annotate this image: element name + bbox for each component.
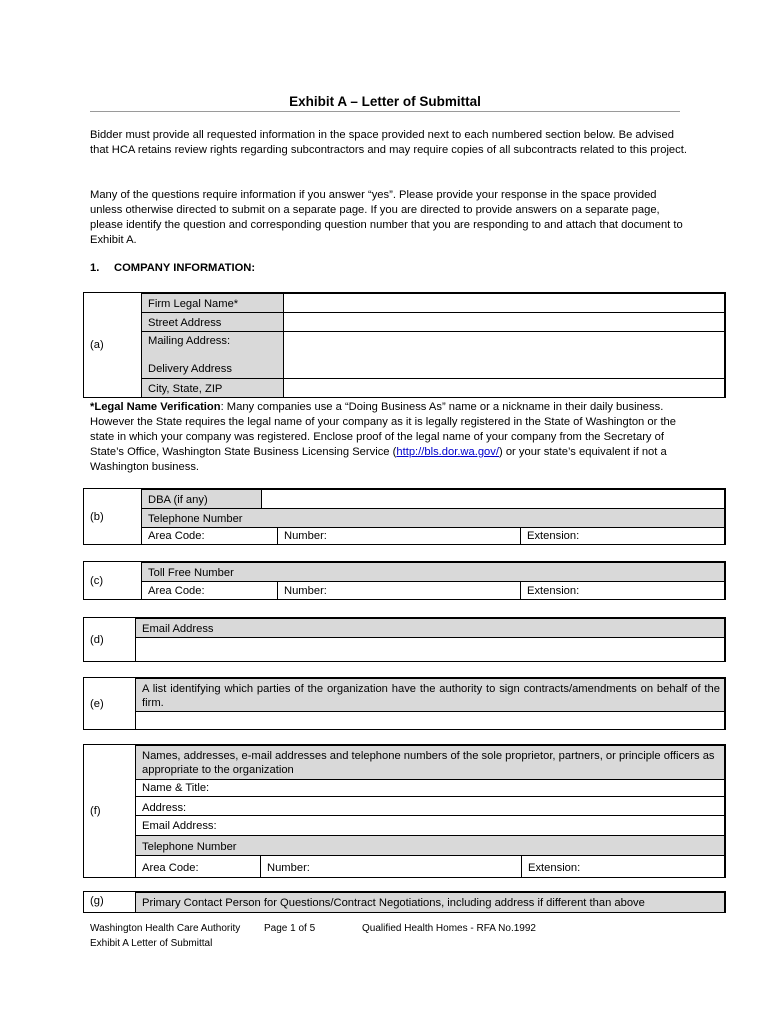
street-address-label: Street Address [141,312,284,332]
footer-exhibit: Exhibit A Letter of Submittal [90,938,213,949]
telephone-label: Telephone Number [141,508,725,528]
section-g-table [83,891,726,913]
firm-legal-name-label: Firm Legal Name* [141,293,284,313]
section-d-table [83,617,726,662]
section-f-letter: (f) [90,805,101,817]
address-field[interactable]: Address: [135,796,725,816]
primary-contact-label: Primary Contact Person for Questions/Contract Negotiations, including address if different than above [135,892,725,913]
delivery-address-label: Delivery Address [148,363,232,375]
mailing-address-label: Mailing Address: [148,335,231,347]
officers-label: Names, addresses, e-mail addresses and telephone numbers of the sole proprietor, partners, or principle officers as appropriate to the organization [135,745,725,780]
street-address-field[interactable] [283,312,725,332]
legal-name-note [90,400,690,475]
section-heading [90,262,255,274]
bls-link[interactable]: http://bls.dor.wa.gov/ [396,446,499,458]
dba-label: DBA (if any) [141,489,262,509]
section-a-letter: (a) [90,339,104,351]
officer-extension-field[interactable]: Extension: [521,855,725,878]
email-address-label: Email Address [135,618,725,638]
extension-field[interactable]: Extension: [520,527,725,545]
section-number: 1. [90,262,100,274]
toll-free-number-field[interactable]: Number: [277,581,521,600]
city-state-zip-label: City, State, ZIP [141,378,284,398]
city-state-zip-field[interactable] [283,378,725,398]
officer-area-code-field[interactable]: Area Code: [135,855,261,878]
signatory-field[interactable] [135,711,725,730]
legal-note-after: ) or your state’s equivalent if not a Washington business. [90,446,667,473]
officer-number-field[interactable]: Number: [260,855,522,878]
intro-paragraph-2: Many of the questions require information if you answer “yes”. Please provide your response in the space provided unless otherwise directed to submit on a separate page. If you are directed to provide answers on a separate page, please identify the question and corresponding question number that you are responding to and attach that document to Exhibit A. [90,189,683,246]
area-code-field[interactable]: Area Code: [141,527,278,545]
number-field[interactable]: Number: [277,527,521,545]
legal-note-bold: *Legal Name Verification [90,401,221,413]
intro-paragraph-1: Bidder must provide all requested information in the space provided next to each numbered section below. Be advised that HCA retains review rights regarding subcontractors and may require copies of all subcontracts related to this project. [90,129,687,156]
section-d-letter: (d) [90,634,104,646]
footer-org: Washington Health Care Authority [90,923,241,934]
toll-free-area-code-field[interactable]: Area Code: [141,581,278,600]
mailing-address-field[interactable] [283,331,725,379]
section-c-letter: (c) [90,575,104,587]
footer-page: Page 1 of 5 [264,923,316,934]
section-title: COMPANY INFORMATION: [114,262,256,274]
dba-field[interactable] [261,489,725,509]
mailing-delivery-label [141,331,284,379]
email-address-field[interactable] [135,637,725,662]
toll-free-extension-field[interactable]: Extension: [520,581,725,600]
page-footer [90,921,536,951]
section-e-letter: (e) [90,698,104,710]
section-e-table [83,677,726,730]
officer-telephone-label: Telephone Number [135,835,725,856]
section-c-table [83,561,726,600]
page-title: Exhibit A – Letter of Submittal [90,94,680,112]
footer-rfa: Qualified Health Homes - RFA No.1992 [362,923,536,934]
toll-free-label: Toll Free Number [141,562,725,582]
section-a-table [83,292,726,398]
signatory-label: A list identifying which parties of the organization have the authority to sign contracts/amendments on behalf of the firm. [135,678,725,712]
section-b-letter: (b) [90,511,104,523]
section-b-table [83,488,726,545]
firm-legal-name-field[interactable] [283,293,725,313]
officer-email-field[interactable]: Email Address: [135,815,725,836]
legal-note-text: : Many companies use a “Doing Business As” name or a nickname in their daily business. However the State requires the legal name of your company as it is legally registered in the State of Washington or the state in which your company was registered. Enclose proof of the legal name of your company from the Secretary of State’s Office, Washington State Business Licensing Service ( [90,401,676,458]
section-g-letter: (g) [90,895,104,907]
section-f-table [83,744,726,878]
name-title-field[interactable]: Name & Title: [135,779,725,797]
